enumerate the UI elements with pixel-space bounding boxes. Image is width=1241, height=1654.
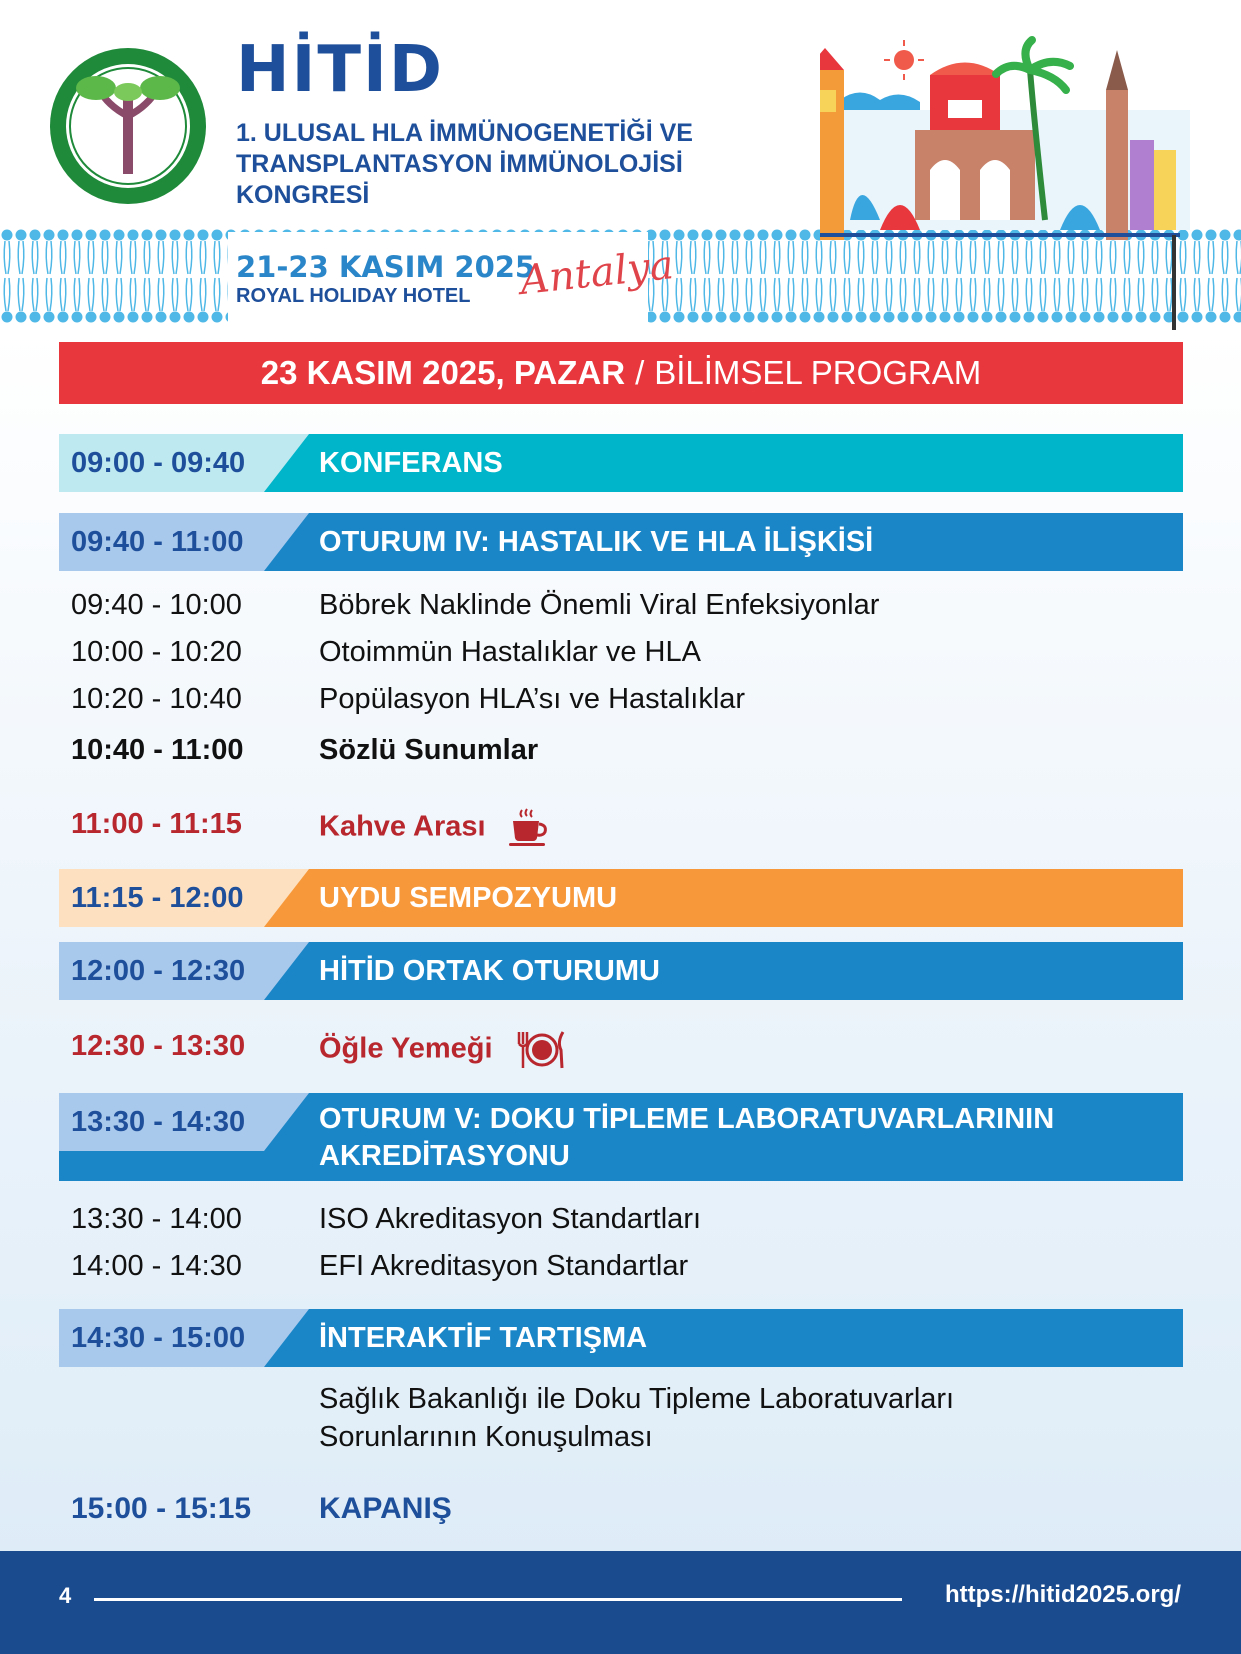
coffee-cup-icon	[508, 808, 550, 848]
city-name: Antalya	[518, 242, 676, 304]
session-title: KONFERANS	[319, 447, 503, 479]
antalya-landmarks-illustration	[820, 30, 1200, 330]
plate-cutlery-icon	[515, 1030, 569, 1070]
header	[0, 0, 1241, 330]
talk-title	[319, 1380, 1079, 1456]
session-title-line: AKREDİTASYONU	[319, 1140, 570, 1172]
session-time: 12:00 - 12:30	[71, 955, 246, 987]
break-time: 12:30 - 13:30	[71, 1030, 246, 1062]
talk-title: EFI Akreditasyon Standartlar	[319, 1250, 689, 1282]
footer	[0, 1551, 1241, 1654]
talk-title-line: Sorunlarının Konuşulması	[319, 1421, 653, 1453]
talk-title: ISO Akreditasyon Standartları	[319, 1203, 702, 1235]
page-number: 4	[59, 1583, 72, 1608]
talk-title: Böbrek Naklinde Önemli Viral Enfeksiyonlar	[319, 589, 880, 621]
session-time: 14:30 - 15:00	[71, 1322, 246, 1354]
talk-time: 10:20 - 10:40	[71, 683, 242, 715]
session-title: İNTERAKTİF TARTIŞMA	[319, 1322, 648, 1354]
closing-time: 15:00 - 15:15	[71, 1492, 252, 1525]
talk-time: 14:00 - 14:30	[71, 1250, 242, 1282]
break-label-group	[319, 1030, 569, 1070]
session-bar-oturum-iv	[59, 513, 1183, 571]
banner-separator: /	[635, 354, 645, 391]
session-time: 09:00 - 09:40	[71, 447, 246, 479]
break-time: 11:00 - 11:15	[71, 808, 242, 840]
break-label-group	[319, 808, 550, 848]
session-title: UYDU SEMPOZYUMU	[319, 882, 618, 914]
session-title: HİTİD ORTAK OTURUMU	[319, 955, 660, 987]
session-time: 13:30 - 14:30	[71, 1106, 246, 1138]
program-label: BİLİMSEL PROGRAM	[654, 354, 982, 391]
break-title: Öğle Yemeği	[319, 1032, 493, 1065]
session-bar-uydu	[59, 869, 1183, 927]
website-link[interactable]: https://hitid2025.org/	[944, 1581, 1181, 1608]
session-bar-konferans	[59, 434, 1183, 492]
day-date: 23 KASIM 2025, PAZAR	[260, 354, 626, 391]
session-time: 11:15 - 12:00	[71, 882, 244, 914]
society-logo	[48, 46, 208, 206]
congress-acronym: HİTİD	[236, 33, 444, 107]
talk-title: Popülasyon HLA’sı ve Hastalıklar	[319, 683, 746, 715]
closing-title: KAPANIŞ	[319, 1492, 452, 1525]
talk-time: 10:00 - 10:20	[71, 636, 242, 668]
talk-time: 13:30 - 14:00	[71, 1203, 242, 1235]
talk-title-line: Sağlık Bakanlığı ile Doku Tipleme Laboratuvarları	[319, 1383, 955, 1415]
session-bar-oturum-v	[59, 1093, 1183, 1181]
congress-name: 1. ULUSAL HLA İMMÜNOGENETİĞİ VE TRANSPLANTASYON İMMÜNOLOJİSİ KONGRESİ	[236, 119, 693, 209]
break-title: Kahve Arası	[319, 810, 486, 843]
session-title: OTURUM IV: HASTALIK VE HLA İLİŞKİSİ	[319, 526, 874, 558]
session-bar-interaktif	[59, 1309, 1183, 1367]
footer-divider	[94, 1598, 902, 1601]
session-bar-hitid-ortak	[59, 942, 1183, 1000]
day-banner	[59, 342, 1183, 404]
talk-title: Sözlü Sunumlar	[319, 734, 539, 766]
session-time: 09:40 - 11:00	[71, 526, 244, 558]
talk-time: 09:40 - 10:00	[71, 589, 242, 621]
session-title	[319, 1101, 1054, 1175]
talk-time: 10:40 - 11:00	[71, 734, 244, 766]
talk-title: Otoimmün Hastalıklar ve HLA	[319, 636, 701, 668]
congress-dates: 21-23 KASIM 2025	[236, 250, 536, 284]
session-title-line: OTURUM V: DOKU TİPLEME LABORATUVARLARININ	[319, 1103, 1055, 1135]
congress-venue: ROYAL HOLIDAY HOTEL	[236, 285, 471, 307]
